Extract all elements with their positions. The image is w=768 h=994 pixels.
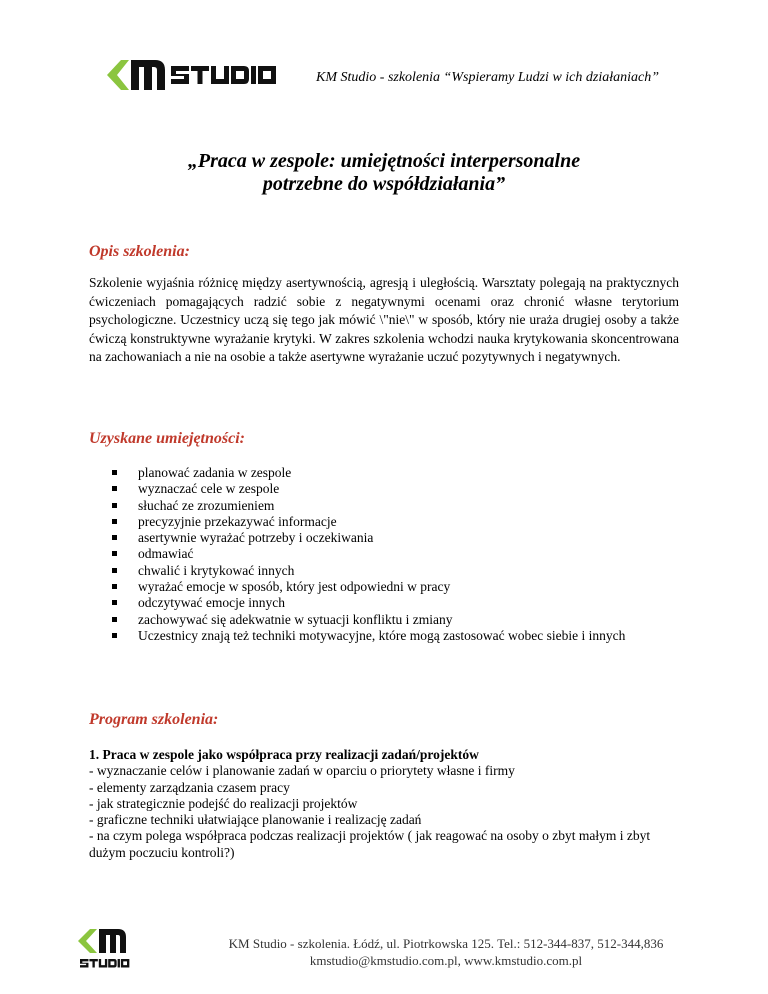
program-line: - elementy zarządzania czasem pracy — [89, 779, 290, 795]
program-line: - jak strategicznie podejść do realizacji projektów — [89, 795, 358, 811]
opis-paragraph: Szkolenie wyjaśnia różnicę między asertywnością, agresją i uległością. Warsztaty polegają na praktycznych ćwiczeniach pomagających radzić sobie z negatywnymi ocenami oraz chronić własne terytorium psychologiczne. Uczestnicy uczą się tego jak mówić \"nie\" w sposób, który nie uraża drugiej osoby a także ćwiczą konstruktywne wyrażanie krytyki. W zakres szkolenia wchodzi nauka krytykowania skoncentrowana na zachowaniach a nie na osobie a także asertywne wyrażanie uczuć pozytywnych i negatywnych. — [89, 275, 679, 364]
bullet-icon — [112, 600, 117, 605]
list-item — [112, 579, 672, 595]
skill-text: Uczestnicy znają też techniki motywacyjne, które mogą zastosować wobec siebie i innych — [138, 627, 626, 643]
list-item — [112, 514, 672, 530]
list-item — [112, 530, 672, 546]
bullet-icon — [112, 617, 117, 622]
list-item — [112, 546, 672, 562]
bullet-icon — [112, 633, 117, 638]
list-item — [112, 481, 672, 497]
bullet-icon — [112, 584, 117, 589]
document-title-line-2: potrzebne do współdziałania” — [262, 173, 506, 195]
skill-text: asertywnie wyrażać potrzeby i oczekiwania — [138, 530, 374, 546]
bullet-icon — [112, 568, 117, 573]
skill-text: słuchać ze zrozumieniem — [138, 497, 275, 513]
skill-text: chwalić i krytykować innych — [138, 562, 295, 578]
program-line: - na czym polega współpraca podczas realizacji projektów ( jak reagować na osoby o zbyt małym i zbyt dużym poczuciu kontroli?) — [89, 828, 651, 860]
list-item — [112, 612, 672, 628]
list-item — [112, 628, 672, 644]
footer-logo — [76, 927, 134, 978]
bullet-icon — [112, 535, 117, 540]
footer-contact — [196, 935, 696, 969]
skill-text: odmawiać — [138, 546, 194, 562]
list-item — [112, 498, 672, 514]
bullet-icon — [112, 470, 117, 475]
list-item — [112, 465, 672, 481]
skill-text: wyrażać emocje w sposób, który jest odpowiedni w pracy — [138, 579, 451, 595]
program-line: - wyznaczanie celów i planowanie zadań w oparciu o priorytety własne i firmy — [89, 763, 515, 779]
bullet-icon — [112, 486, 117, 491]
header-tagline: KM Studio - szkolenia “Wspieramy Ludzi w ich działaniach” — [316, 70, 659, 85]
program-heading: Program szkolenia: — [89, 711, 219, 728]
skill-text: wyznaczać cele w zespole — [138, 481, 280, 497]
program-block — [89, 747, 689, 861]
list-item — [112, 595, 672, 611]
opis-heading: Opis szkolenia: — [89, 243, 190, 260]
bullet-icon — [112, 519, 117, 524]
bullet-icon — [112, 503, 117, 508]
skills-heading: Uzyskane umiejętności: — [89, 430, 245, 447]
module-title: 1. Praca w zespole jako współpraca przy realizacji zadań/projektów — [89, 747, 479, 762]
skill-text: planować zadania w zespole — [138, 465, 292, 480]
km-studio-logo-graphic — [107, 58, 287, 92]
footer-links[interactable]: kmstudio@kmstudio.com.pl, www.kmstudio.com.pl — [309, 953, 583, 968]
footer-address: KM Studio - szkolenia. Łódź, ul. Piotrkowska 125. Tel.: 512-344-837, 512-344,836 — [228, 936, 664, 951]
skill-text: zachowywać się adekwatnie w sytuacji konfliktu i zmiany — [138, 611, 453, 627]
list-item — [112, 563, 672, 579]
bullet-icon — [112, 551, 117, 556]
skill-text: precyzyjnie przekazywać informacje — [138, 513, 337, 529]
footer-logo-graphic — [76, 927, 134, 973]
km-studio-logo — [107, 58, 287, 97]
document-title — [0, 150, 768, 196]
document-title-line-1: „Praca w zespole: umiejętności interpersonalne — [187, 150, 581, 172]
skill-text: odczytywać emocje innych — [138, 595, 285, 611]
program-line: - graficzne techniki ułatwiające planowanie i realizację zadań — [89, 812, 422, 828]
skills-list — [112, 465, 672, 644]
